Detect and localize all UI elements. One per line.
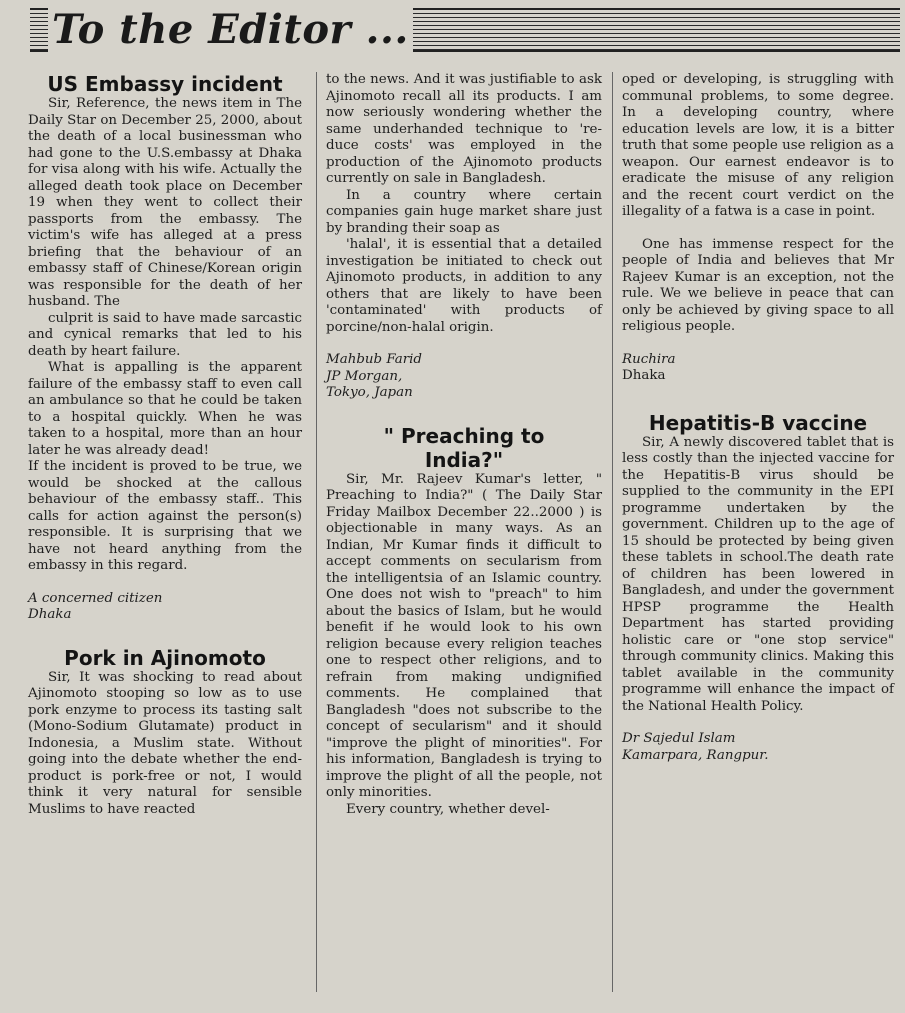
letter-heading: Pork in Ajinomoto [64,645,266,670]
letter-heading: " Preaching to India?" [383,423,545,472]
letter-paragraph: If the incident is proved to be true, we would be shocked at the callous behaviour of the embassy staff.. This calls for action against the person(s) responsible. It is surprising that we have not heard anything from the embassy in this regard. [28,459,302,573]
letter-paragraph: Sir, Mr. Rajeev Kumar's letter, " Preaching to India?" ( The Daily Star Friday Mailbox December 22..2000 ) is objectionable in many ways. As an Indian, Mr Kumar finds it difficult to accept comments on secularism from the intelligentsia of an Islamic country. One does not wish to "preach" to him about the basics of Islam, but he would benefit if he would look to his own religion because every religion teaches one to respect other religions, and to refrain from making undignified comments. He complained that Bangladesh "does not subscribe to the concept of secularism" and it should "improve the plight of minorities". For his information, Bangladesh is trying to improve the plight of all the people, not only minorities. [326,471,602,800]
column-divider [612,72,613,992]
signature-place: Dhaka [622,368,666,383]
letter-paragraph: to the news. And it was justifiable to ask Ajinomoto recall all its products. I am now seriously wondering whether the same underhanded technique to 're-duce costs' was employed in the production of the Ajinomoto products currently on sale in Bangladesh. [326,72,602,186]
column-1 [28,72,302,818]
column-2 [326,72,602,818]
letter-pork-ajinomoto [28,646,302,819]
signature-name: A concerned citizen [28,590,163,606]
signature-place: Tokyo, Japan [326,385,413,400]
letter-hepatitis-b [622,411,894,765]
letter-heading: US Embassy incident [47,72,283,96]
section-title: To the Editor ... [48,8,413,52]
signature-place: Dhaka [28,607,72,622]
letter-paragraph: Sir, Reference, the news item in The Daily Star on December 25, 2000, about the death of a local businessman who had gone to the U.S.embassy at Dhaka for visa along with his wife. Actually the alleged death took place on December 19 when they went to collect their passports from the embassy. The victim's wife has alleged at a press briefing that the behaviour of an embassy staff of Chinese/Korean origin was responsible for the death of her husband. The [28,96,302,309]
section-masthead [30,8,900,52]
column-divider [316,72,317,992]
letter-paragraph: oped or developing, is struggling with communal problems, to some degree. In a developing country, where education levels are low, it is a bitter truth that some people use religion as a weapon. Our earnest endeavor is to eradicate the misuse of any religion and the recent court verdict on the illegality of a fatwa is a case in point. [622,72,894,219]
letter-paragraph: Every country, whether devel- [346,801,550,817]
letter-paragraph: In a country where certain companies gain huge market share just by branding their soap as [326,187,602,236]
letter-paragraph: Sir, A newly discovered tablet that is less costly than the injected vaccine for the Hepatitis-B virus should be supplied to the community in the EPI programme undertaken by the government. Children up to the age of 15 should be protected by being given these tablets in school.The death rate of children has been lowered in Bangladesh, and under the government HPSP programme the Health Department has started providing holistic care or "one stop service" through community clinics. Making this tablet available in the community programme will enhance the impact of the National Health Policy. [622,434,894,714]
letter-preaching-to-india [326,424,602,819]
signature-place: Kamarpara, Rangpur. [622,747,769,763]
signature-name: Dr Sajedul Islam [622,731,736,746]
letter-paragraph: One has immense respect for the people of India and believes that Mr Rajeev Kumar is an exception, not the rule. We we believe in peace that can only be achieved by giving space to all religious people. [622,236,894,334]
letter-paragraph: Sir, It was shocking to read about Ajinomoto stooping so low as to use pork enzyme to process its tasting salt (Mono-Sodium Glutamate) product in Indonesia, a Muslim state. Without going into the debate whether the end-product is pork-free or not, I would think it very natural for sensible Muslims to have reacted [28,669,302,817]
letter-paragraph: 'halal', it is essential that a detailed investigation be initiated to check out Ajinomoto products, in addition to any others that are likely to have been 'contaminated' with products of porcine/non-halal origin. [326,237,602,335]
letter-us-embassy [28,72,302,624]
column-3 [622,72,894,764]
signature-org: JP Morgan, [326,368,403,384]
letter-heading: Hepatitis-B vaccine [648,410,868,435]
letter-paragraph: What is appalling is the apparent failure of the embassy staff to even call an ambulance so that he could be taken to a hospital quickly. When he was taken to a hospital, more than an hour later he was already dead! [28,360,302,458]
signature-name: Ruchira [622,351,676,367]
signature-name: Mahbub Farid [326,352,422,367]
letter-paragraph: culprit is said to have made sarcastic and cynical remarks that led to his death by heart failure. [28,310,302,359]
